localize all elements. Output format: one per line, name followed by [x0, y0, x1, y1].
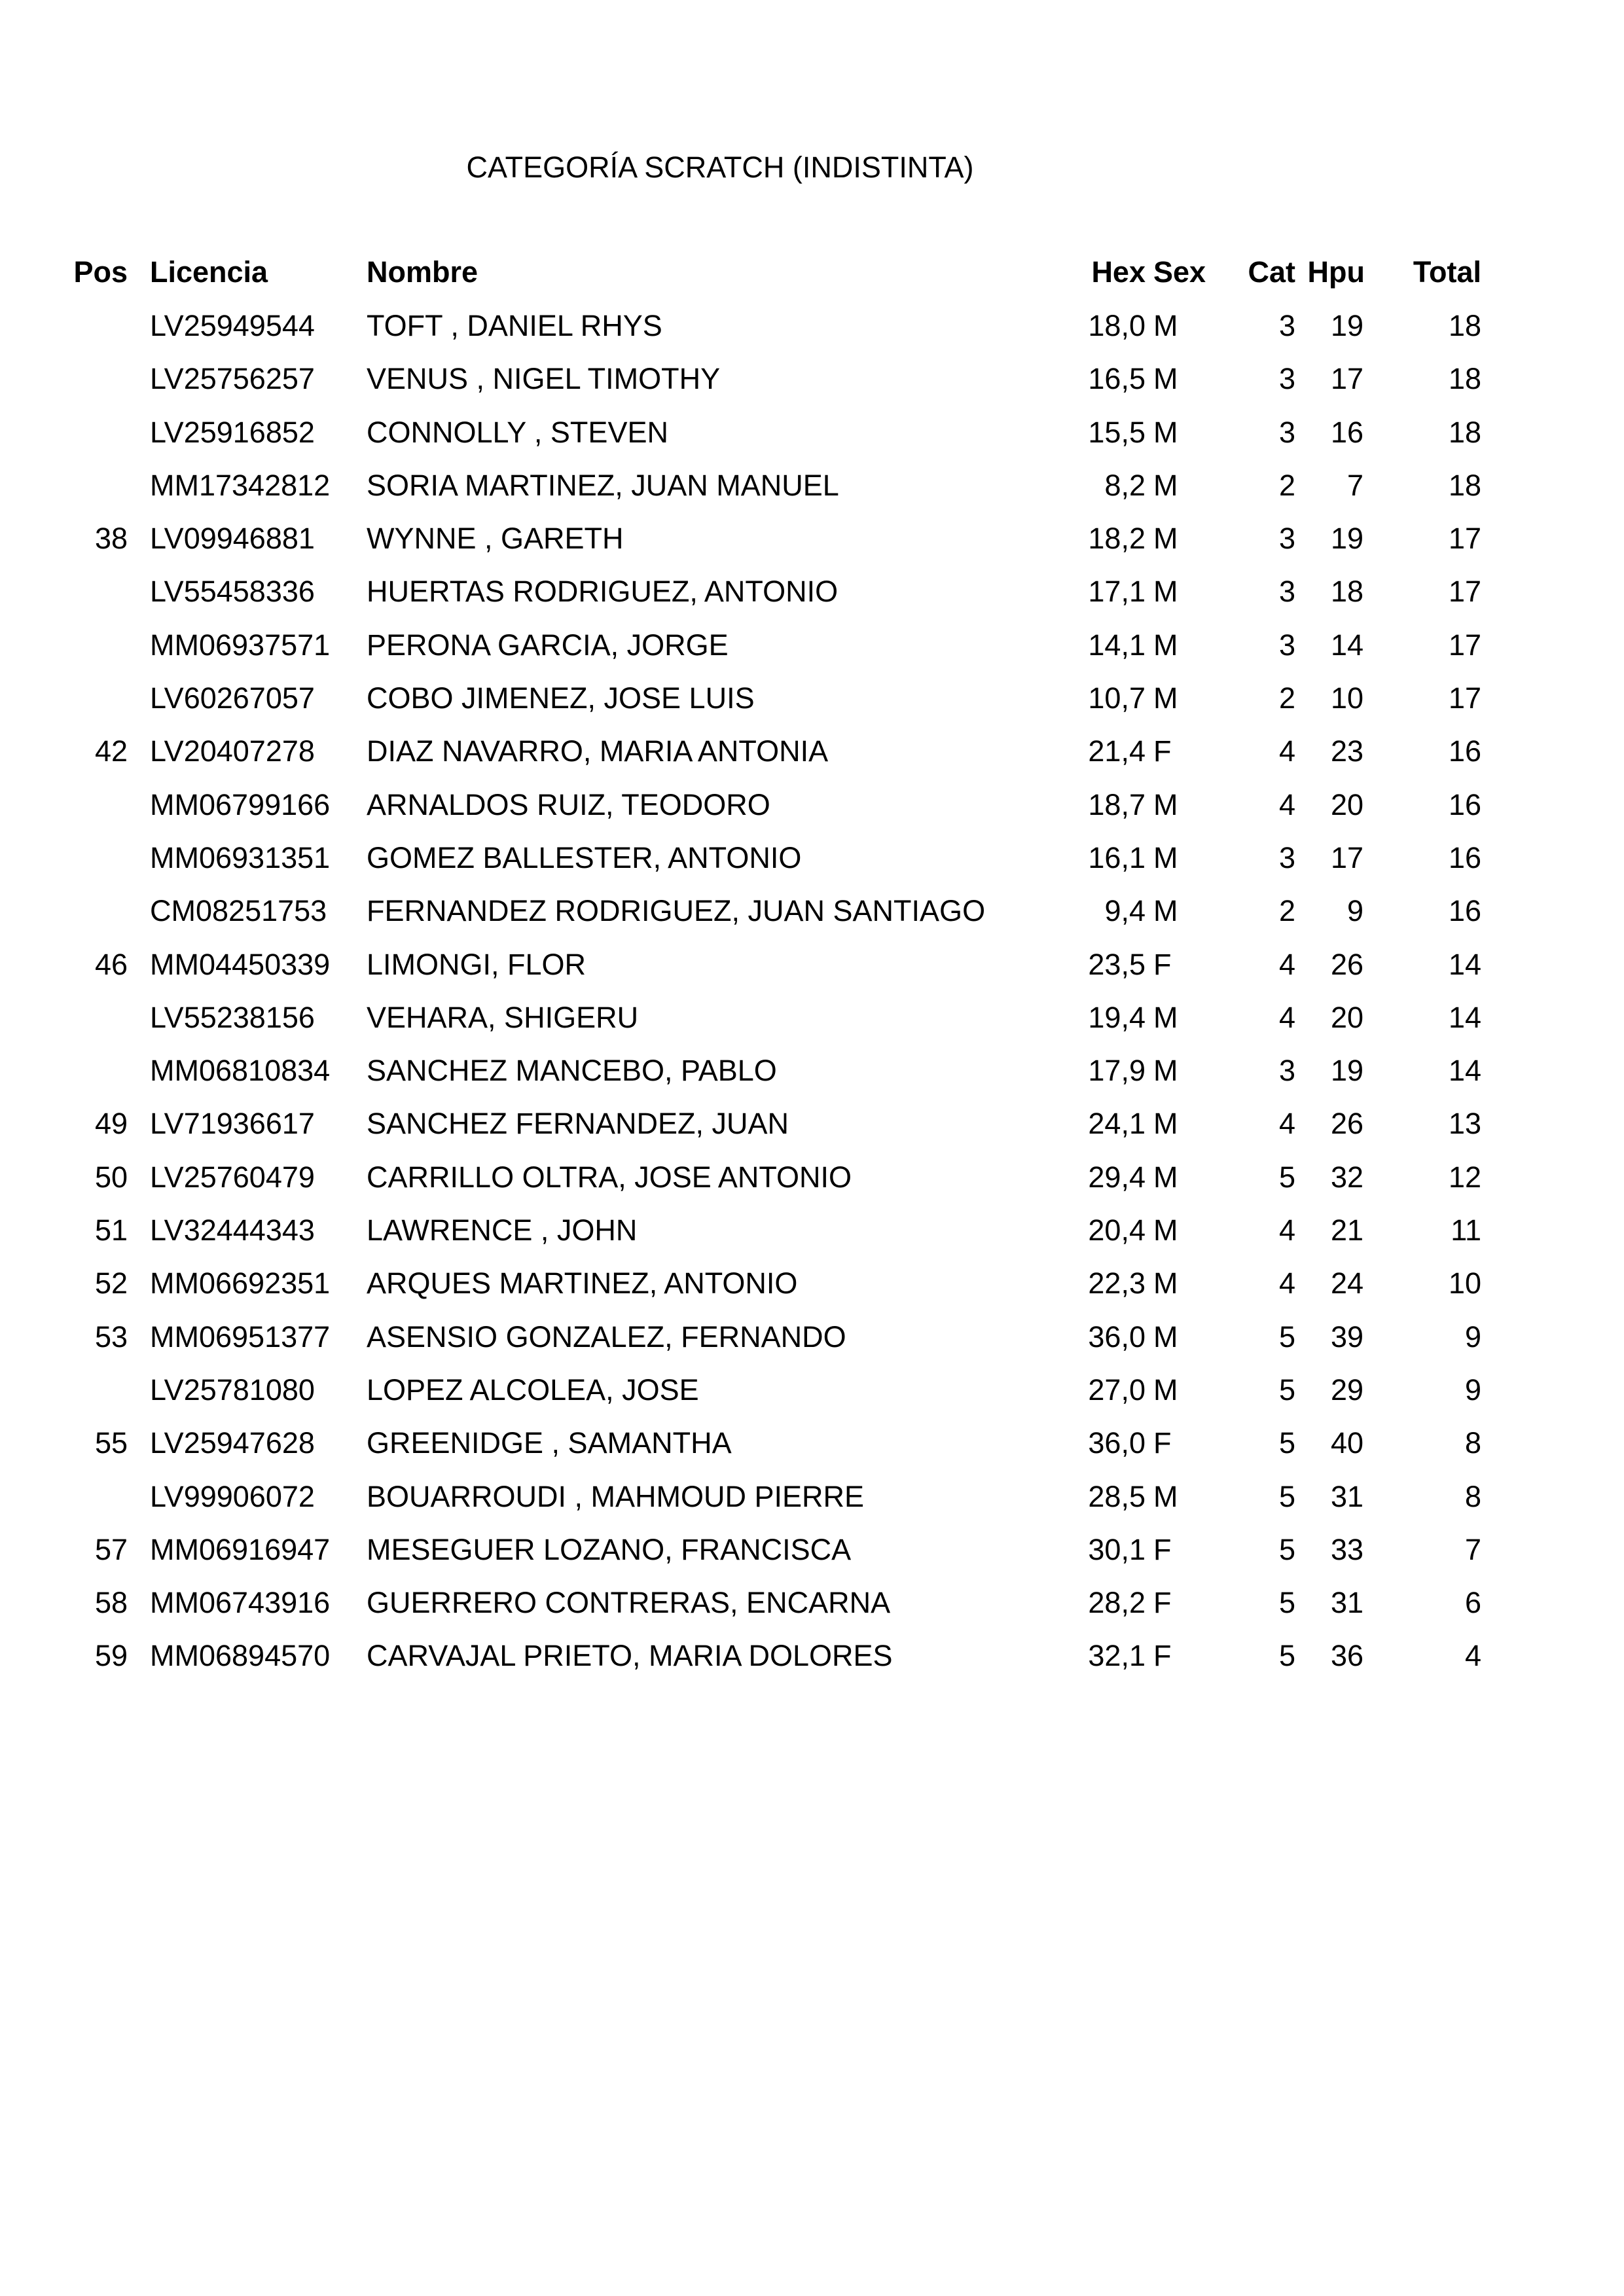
total-cell: 17	[1448, 575, 1481, 609]
total-cell: 12	[1448, 1160, 1481, 1194]
nombre-cell: GREENIDGE , SAMANTHA	[367, 1426, 732, 1460]
sex-cell: M	[1153, 1054, 1178, 1088]
hex-cell: 8,2	[1104, 468, 1146, 502]
position-cell: 46	[94, 947, 128, 981]
hex-cell: 18,7	[1088, 787, 1146, 821]
total-cell: 18	[1448, 309, 1481, 342]
position-cell: 49	[94, 1107, 128, 1141]
nombre-cell: ARNALDOS RUIZ, TEODORO	[367, 787, 770, 821]
sex-cell: M	[1153, 309, 1178, 342]
nombre-cell: SANCHEZ MANCEBO, PABLO	[367, 1054, 777, 1088]
hpu-cell: 33	[1330, 1532, 1363, 1566]
total-cell: 14	[1448, 1000, 1481, 1034]
sex-cell: M	[1153, 628, 1178, 662]
sex-cell: M	[1153, 362, 1178, 396]
table-row	[0, 946, 1624, 999]
hpu-cell: 20	[1330, 1000, 1363, 1034]
hex-cell: 15,5	[1088, 415, 1146, 449]
hpu-cell: 32	[1330, 1160, 1363, 1194]
cat-cell: 3	[1278, 840, 1295, 874]
cat-cell: 5	[1278, 1479, 1295, 1513]
cat-cell: 3	[1278, 522, 1295, 556]
nombre-cell: GOMEZ BALLESTER, ANTONIO	[367, 840, 802, 874]
hpu-cell: 26	[1330, 1107, 1363, 1141]
table-row	[0, 467, 1624, 520]
hex-cell: 36,0	[1088, 1426, 1146, 1460]
sex-cell: M	[1153, 1160, 1178, 1194]
cat-cell: 4	[1278, 1213, 1295, 1247]
table-row	[0, 893, 1624, 946]
sex-cell: F	[1153, 1532, 1172, 1566]
position-cell: 55	[94, 1426, 128, 1460]
cat-cell: 4	[1278, 1107, 1295, 1141]
licencia-cell: MM06937571	[150, 628, 331, 662]
sex-cell: M	[1153, 468, 1178, 502]
sex-cell: M	[1153, 522, 1178, 556]
hpu-cell: 16	[1330, 415, 1363, 449]
table-row	[0, 1425, 1624, 1478]
cat-cell: 2	[1278, 681, 1295, 715]
licencia-cell: MM06799166	[150, 787, 331, 821]
table-row	[0, 999, 1624, 1052]
position-cell: 57	[94, 1532, 128, 1566]
hpu-cell: 19	[1330, 309, 1363, 342]
position-cell: 38	[94, 522, 128, 556]
table-row	[0, 1585, 1624, 1638]
position-cell: 58	[94, 1586, 128, 1620]
licencia-cell: LV32444343	[150, 1213, 315, 1247]
licencia-cell: MM06692351	[150, 1266, 331, 1300]
sex-cell: F	[1153, 734, 1172, 768]
hpu-cell: 40	[1330, 1426, 1363, 1460]
table-header-row	[0, 254, 1624, 308]
total-cell: 14	[1448, 947, 1481, 981]
sex-cell: M	[1153, 1213, 1178, 1247]
position-cell: 42	[94, 734, 128, 768]
hpu-cell: 36	[1330, 1639, 1363, 1673]
table-row	[0, 733, 1624, 786]
total-cell: 17	[1448, 681, 1481, 715]
total-cell: 18	[1448, 362, 1481, 396]
hpu-cell: 39	[1330, 1319, 1363, 1354]
cat-cell: 5	[1278, 1639, 1295, 1673]
hpu-cell: 14	[1330, 628, 1363, 662]
cat-cell: 3	[1278, 1054, 1295, 1088]
hex-cell: 28,2	[1088, 1586, 1146, 1620]
hex-cell: 23,5	[1088, 947, 1146, 981]
licencia-cell: MM04450339	[150, 947, 331, 981]
table-row	[0, 361, 1624, 414]
nombre-cell: WYNNE , GARETH	[367, 522, 624, 556]
hex-cell: 24,1	[1088, 1107, 1146, 1141]
column-header-pos: Pos	[73, 255, 128, 289]
cat-cell: 4	[1278, 787, 1295, 821]
hpu-cell: 17	[1330, 362, 1363, 396]
licencia-cell: LV25949544	[150, 309, 315, 342]
table-row	[0, 1212, 1624, 1265]
nombre-cell: PERONA GARCIA, JORGE	[367, 628, 729, 662]
licencia-cell: LV71936617	[150, 1107, 315, 1141]
sex-cell: M	[1153, 1319, 1178, 1354]
hpu-cell: 7	[1346, 468, 1363, 502]
licencia-cell: MM06743916	[150, 1586, 331, 1620]
column-header-total: Total	[1413, 255, 1481, 289]
total-cell: 9	[1464, 1319, 1481, 1354]
table-row	[0, 573, 1624, 626]
hpu-cell: 26	[1330, 947, 1363, 981]
hpu-cell: 24	[1330, 1266, 1363, 1300]
total-cell: 16	[1448, 787, 1481, 821]
hex-cell: 9,4	[1104, 894, 1146, 928]
cat-cell: 2	[1278, 468, 1295, 502]
hpu-cell: 10	[1330, 681, 1363, 715]
sex-cell: M	[1153, 681, 1178, 715]
hex-cell: 28,5	[1088, 1479, 1146, 1513]
hex-cell: 22,3	[1088, 1266, 1146, 1300]
hex-cell: 29,4	[1088, 1160, 1146, 1194]
hex-cell: 32,1	[1088, 1639, 1146, 1673]
table-row	[0, 787, 1624, 840]
nombre-cell: LIMONGI, FLOR	[367, 947, 586, 981]
hpu-cell: 20	[1330, 787, 1363, 821]
table-row	[0, 308, 1624, 361]
total-cell: 8	[1464, 1479, 1481, 1513]
column-header-hpu: Hpu	[1307, 255, 1365, 289]
page-title: CATEGORÍA SCRATCH (INDISTINTA)	[466, 151, 974, 184]
hex-cell: 10,7	[1088, 681, 1146, 715]
licencia-cell: LV25781080	[150, 1372, 315, 1407]
hpu-cell: 23	[1330, 734, 1363, 768]
sex-cell: M	[1153, 575, 1178, 609]
cat-cell: 5	[1278, 1532, 1295, 1566]
table-row	[0, 1479, 1624, 1532]
position-cell: 51	[94, 1213, 128, 1247]
cat-cell: 3	[1278, 575, 1295, 609]
total-cell: 6	[1464, 1586, 1481, 1620]
nombre-cell: BOUARROUDI , MAHMOUD PIERRE	[367, 1479, 865, 1513]
sex-cell: M	[1153, 840, 1178, 874]
cat-cell: 5	[1278, 1372, 1295, 1407]
total-cell: 17	[1448, 522, 1481, 556]
hpu-cell: 9	[1346, 894, 1363, 928]
hpu-cell: 21	[1330, 1213, 1363, 1247]
hpu-cell: 31	[1330, 1586, 1363, 1620]
hex-cell: 20,4	[1088, 1213, 1146, 1247]
total-cell: 8	[1464, 1426, 1481, 1460]
hpu-cell: 18	[1330, 575, 1363, 609]
nombre-cell: VENUS , NIGEL TIMOTHY	[367, 362, 721, 396]
table-row	[0, 520, 1624, 573]
licencia-cell: LV25760479	[150, 1160, 315, 1194]
table-row	[0, 1319, 1624, 1372]
table-row	[0, 414, 1624, 467]
total-cell: 10	[1448, 1266, 1481, 1300]
total-cell: 16	[1448, 894, 1481, 928]
table-row	[0, 627, 1624, 680]
total-cell: 13	[1448, 1107, 1481, 1141]
cat-cell: 5	[1278, 1586, 1295, 1620]
position-cell: 52	[94, 1266, 128, 1300]
table-row	[0, 1265, 1624, 1318]
nombre-cell: FERNANDEZ RODRIGUEZ, JUAN SANTIAGO	[367, 894, 986, 928]
sex-cell: M	[1153, 894, 1178, 928]
nombre-cell: CARVAJAL PRIETO, MARIA DOLORES	[367, 1639, 893, 1673]
column-header-cat: Cat	[1248, 255, 1295, 289]
licencia-cell: LV09946881	[150, 522, 315, 556]
nombre-cell: CONNOLLY , STEVEN	[367, 415, 668, 449]
hex-cell: 16,5	[1088, 362, 1146, 396]
total-cell: 7	[1464, 1532, 1481, 1566]
total-cell: 18	[1448, 415, 1481, 449]
hex-cell: 18,0	[1088, 309, 1146, 342]
nombre-cell: ASENSIO GONZALEZ, FERNANDO	[367, 1319, 846, 1354]
cat-cell: 5	[1278, 1160, 1295, 1194]
sex-cell: M	[1153, 1372, 1178, 1407]
sex-cell: F	[1153, 1426, 1172, 1460]
sex-cell: M	[1153, 1000, 1178, 1034]
licencia-cell: MM06916947	[150, 1532, 331, 1566]
hpu-cell: 19	[1330, 1054, 1363, 1088]
table-row	[0, 1052, 1624, 1105]
hex-cell: 16,1	[1088, 840, 1146, 874]
column-header-nombre: Nombre	[367, 255, 478, 289]
table-row	[0, 840, 1624, 893]
licencia-cell: LV20407278	[150, 734, 315, 768]
position-cell: 53	[94, 1319, 128, 1354]
table-row	[0, 1372, 1624, 1425]
column-header-sex: Sex	[1153, 255, 1206, 289]
hex-cell: 17,9	[1088, 1054, 1146, 1088]
licencia-cell: MM17342812	[150, 468, 331, 502]
table-row	[0, 1638, 1624, 1691]
licencia-cell: MM06951377	[150, 1319, 331, 1354]
sex-cell: M	[1153, 415, 1178, 449]
cat-cell: 3	[1278, 628, 1295, 662]
total-cell: 11	[1451, 1213, 1481, 1247]
hpu-cell: 29	[1330, 1372, 1363, 1407]
results-table	[0, 254, 1624, 1691]
hpu-cell: 31	[1330, 1479, 1363, 1513]
total-cell: 16	[1448, 840, 1481, 874]
total-cell: 16	[1448, 734, 1481, 768]
cat-cell: 5	[1278, 1319, 1295, 1354]
table-row	[0, 1532, 1624, 1585]
position-cell: 59	[94, 1639, 128, 1673]
cat-cell: 4	[1278, 1266, 1295, 1300]
total-cell: 9	[1464, 1372, 1481, 1407]
nombre-cell: SORIA MARTINEZ, JUAN MANUEL	[367, 468, 839, 502]
total-cell: 4	[1464, 1639, 1481, 1673]
total-cell: 18	[1448, 468, 1481, 502]
cat-cell: 3	[1278, 362, 1295, 396]
table-row	[0, 680, 1624, 733]
licencia-cell: MM06894570	[150, 1639, 331, 1673]
nombre-cell: VEHARA, SHIGERU	[367, 1000, 639, 1034]
hex-cell: 27,0	[1088, 1372, 1146, 1407]
cat-cell: 3	[1278, 309, 1295, 342]
nombre-cell: ARQUES MARTINEZ, ANTONIO	[367, 1266, 798, 1300]
nombre-cell: HUERTAS RODRIGUEZ, ANTONIO	[367, 575, 839, 609]
sex-cell: F	[1153, 947, 1172, 981]
nombre-cell: LOPEZ ALCOLEA, JOSE	[367, 1372, 699, 1407]
licencia-cell: LV25756257	[150, 362, 315, 396]
total-cell: 14	[1448, 1054, 1481, 1088]
licencia-cell: LV99906072	[150, 1479, 315, 1513]
position-cell: 50	[94, 1160, 128, 1194]
licencia-cell: LV25916852	[150, 415, 315, 449]
hex-cell: 17,1	[1088, 575, 1146, 609]
nombre-cell: CARRILLO OLTRA, JOSE ANTONIO	[367, 1160, 852, 1194]
hpu-cell: 19	[1330, 522, 1363, 556]
hex-cell: 19,4	[1088, 1000, 1146, 1034]
licencia-cell: CM08251753	[150, 894, 327, 928]
nombre-cell: TOFT , DANIEL RHYS	[367, 309, 662, 342]
hex-cell: 21,4	[1088, 734, 1146, 768]
column-header-hex: Hex	[1091, 255, 1146, 289]
hex-cell: 18,2	[1088, 522, 1146, 556]
nombre-cell: COBO JIMENEZ, JOSE LUIS	[367, 681, 755, 715]
licencia-cell: LV25947628	[150, 1426, 315, 1460]
licencia-cell: LV55238156	[150, 1000, 315, 1034]
licencia-cell: MM06931351	[150, 840, 331, 874]
hex-cell: 14,1	[1088, 628, 1146, 662]
table-row	[0, 1159, 1624, 1212]
cat-cell: 2	[1278, 894, 1295, 928]
nombre-cell: MESEGUER LOZANO, FRANCISCA	[367, 1532, 852, 1566]
cat-cell: 3	[1278, 415, 1295, 449]
sex-cell: F	[1153, 1586, 1172, 1620]
nombre-cell: DIAZ NAVARRO, MARIA ANTONIA	[367, 734, 829, 768]
cat-cell: 5	[1278, 1426, 1295, 1460]
cat-cell: 4	[1278, 1000, 1295, 1034]
nombre-cell: SANCHEZ FERNANDEZ, JUAN	[367, 1107, 789, 1141]
licencia-cell: MM06810834	[150, 1054, 331, 1088]
table-row	[0, 1105, 1624, 1158]
sex-cell: F	[1153, 1639, 1172, 1673]
total-cell: 17	[1448, 628, 1481, 662]
column-header-licencia: Licencia	[150, 255, 268, 289]
hex-cell: 36,0	[1088, 1319, 1146, 1354]
nombre-cell: GUERRERO CONTRERAS, ENCARNA	[367, 1586, 891, 1620]
sex-cell: M	[1153, 1266, 1178, 1300]
licencia-cell: LV60267057	[150, 681, 315, 715]
cat-cell: 4	[1278, 734, 1295, 768]
hpu-cell: 17	[1330, 840, 1363, 874]
licencia-cell: LV55458336	[150, 575, 315, 609]
hex-cell: 30,1	[1088, 1532, 1146, 1566]
sex-cell: M	[1153, 1479, 1178, 1513]
sex-cell: M	[1153, 1107, 1178, 1141]
nombre-cell: LAWRENCE , JOHN	[367, 1213, 638, 1247]
sex-cell: M	[1153, 787, 1178, 821]
cat-cell: 4	[1278, 947, 1295, 981]
